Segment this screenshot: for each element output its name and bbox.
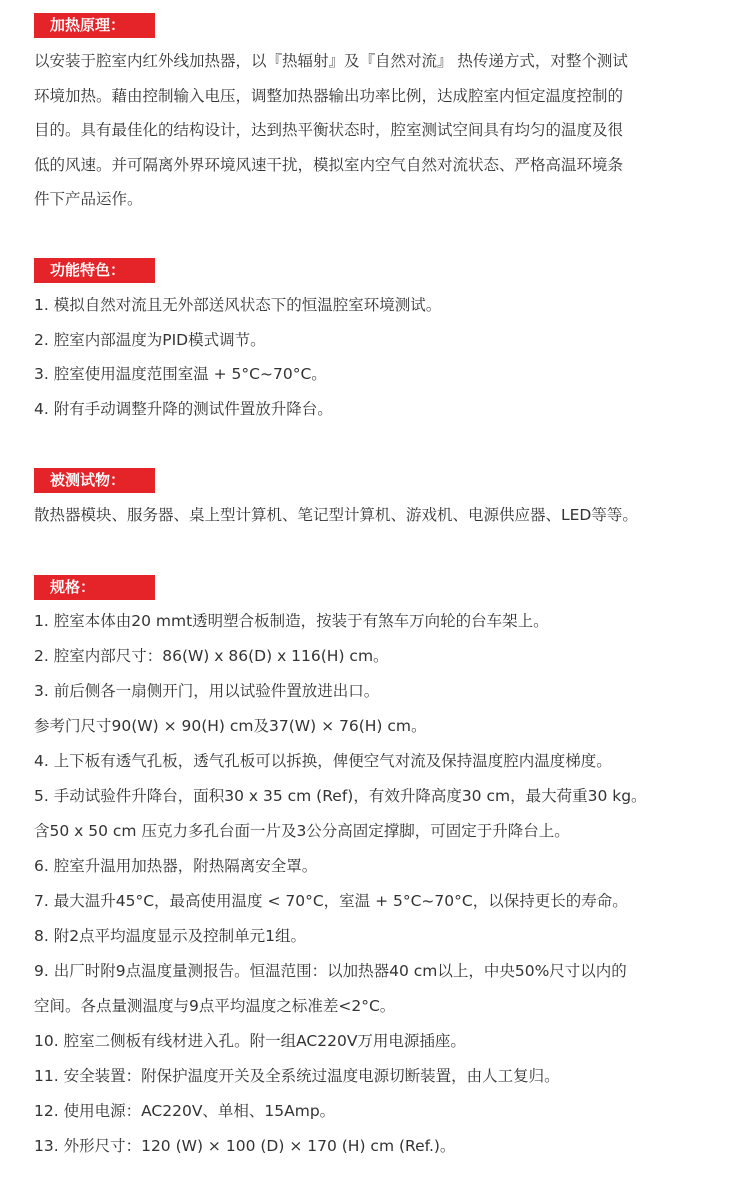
feature-item-1: 1. 模拟自然对流且无外部送风状态下的恒温腔室环境测试。 bbox=[34, 296, 442, 314]
spec-item-6: 6. 腔室升温用加热器，附热隔离安全罩。 bbox=[34, 857, 318, 875]
section-heading-specifications: 规格： bbox=[34, 575, 155, 600]
heating-principle-line-5: 件下产品运作。 bbox=[34, 190, 143, 208]
section-heading-heating-principle: 加热原理： bbox=[34, 13, 155, 38]
spec-item-9-cont: 空间。各点量测温度与9点平均温度之标准差<2°C。 bbox=[34, 997, 396, 1015]
spec-item-7: 7. 最大温升45°C，最高使用温度 < 70°C，室温 + 5°C~70°C，以保持更长的寿命。 bbox=[34, 892, 628, 910]
spec-item-9: 9. 出厂时附9点温度量测报告。恒温范围：以加热器40 cm以上，中央50%尺寸以内的 bbox=[34, 962, 627, 980]
test-objects-line: 散热器模块、服务器、桌上型计算机、笔记型计算机、游戏机、电源供应器、LED等等。 bbox=[34, 506, 638, 524]
feature-item-3: 3. 腔室使用温度范围室温 + 5°C~70°C。 bbox=[34, 365, 327, 383]
spec-item-12: 12. 使用电源：AC220V、单相、15Amp。 bbox=[34, 1102, 336, 1120]
section-heading-test-objects: 被测试物： bbox=[34, 468, 155, 493]
spec-item-8: 8. 附2点平均温度显示及控制单元1组。 bbox=[34, 927, 306, 945]
spec-item-10: 10. 腔室二侧板有线材进入孔。附一组AC220V万用电源插座。 bbox=[34, 1032, 466, 1050]
spec-item-4: 4. 上下板有透气孔板，透气孔板可以拆换，俾便空气对流及保持温度腔内温度梯度。 bbox=[34, 752, 612, 770]
heating-principle-line-2: 环境加热。藉由控制输入电压，调整加热器输出功率比例，达成腔室内恒定温度控制的 bbox=[34, 86, 624, 105]
feature-item-2: 2. 腔室内部温度为PID模式调节。 bbox=[34, 330, 266, 349]
spec-item-5-note: 含50 x 50 cm 压克力多孔台面一片及3公分高固定撑脚，可固定于升降台上。 bbox=[34, 822, 570, 840]
heating-principle-line-4: 低的风速。并可隔离外界环境风速干扰，模拟室内空气自然对流状态、严格高温环境条 bbox=[34, 155, 624, 174]
spec-item-13: 13. 外形尺寸：120 (W) × 100 (D) × 170 (H) cm (Ref.)。 bbox=[34, 1137, 456, 1155]
heating-principle-line-3: 目的。具有最佳化的结构设计，达到热平衡状态时，腔室测试空间具有均匀的温度及很 bbox=[34, 121, 624, 139]
heating-principle-line-1: 以安装于腔室内红外线加热器，以『热辐射』及『自然对流』 热传递方式，对整个测试 bbox=[34, 52, 628, 70]
feature-item-4: 4. 附有手动调整升降的测试件置放升降台。 bbox=[34, 399, 333, 418]
spec-item-1: 1. 腔室本体由20 mmt透明塑合板制造，按装于有煞车万向轮的台车架上。 bbox=[34, 612, 549, 630]
spec-item-3-note: 参考门尺寸90(W) × 90(H) cm及37(W) × 76(H) cm。 bbox=[34, 717, 427, 735]
spec-item-2: 2. 腔室内部尺寸：86(W) x 86(D) x 116(H) cm。 bbox=[34, 647, 389, 665]
spec-item-5: 5. 手动试验件升降台，面积30 x 35 cm (Ref)，有效升降高度30 cm，最大荷重30 kg。 bbox=[34, 787, 647, 805]
section-heading-features: 功能特色： bbox=[34, 258, 155, 283]
spec-item-3: 3. 前后侧各一扇侧开门，用以试验件置放进出口。 bbox=[34, 682, 380, 700]
spec-item-11: 11. 安全装置：附保护温度开关及全系统过温度电源切断装置，由人工复归。 bbox=[34, 1067, 560, 1085]
